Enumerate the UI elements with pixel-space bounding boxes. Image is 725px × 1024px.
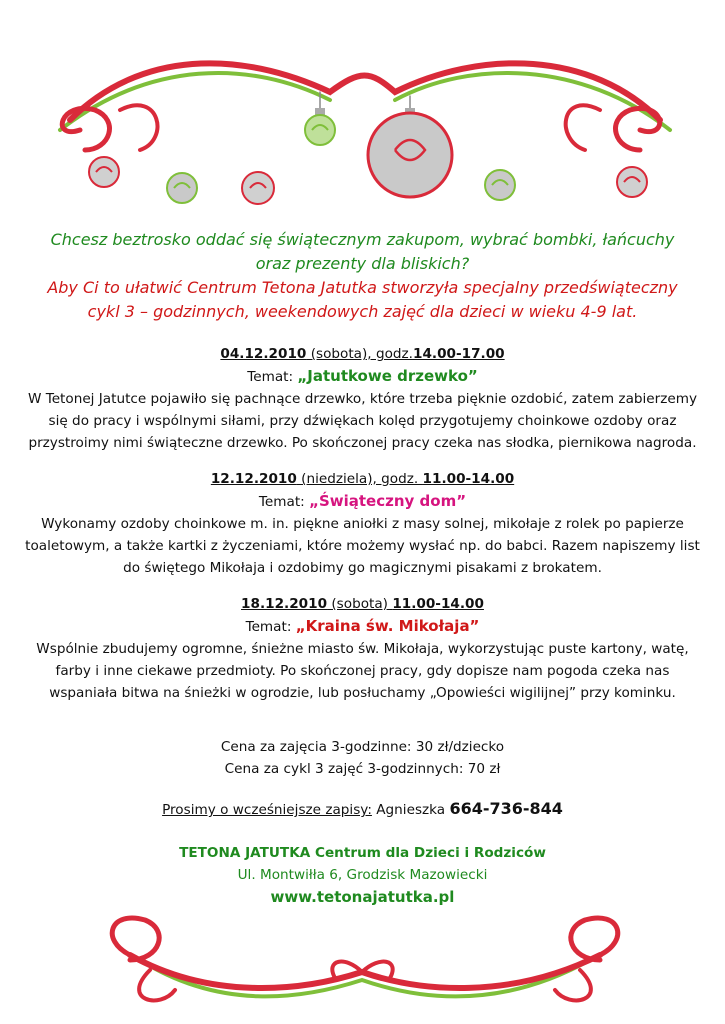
event-description: W Tetonej Jatutce pojawiło się pachnące drzewko, które trzeba pięknie ozdobić, zatem zabierzemy się do pracy i wspólnymi siłami, przy dźwiękach kolęd przygotujemy choinkowe ozdoby oraz przystroimy nimi świąteczne drzewko. Po skończonej pracy czeka nas słodka, piernikowa nagroda.	[27, 391, 698, 451]
event-3	[20, 593, 705, 704]
event-theme	[20, 615, 705, 638]
event-date-line	[20, 593, 705, 615]
events-list	[20, 343, 705, 718]
prices	[20, 736, 705, 780]
theme-label: Temat:	[247, 369, 298, 385]
event-date-line	[20, 343, 705, 365]
event-date: 18.12.2010	[241, 596, 328, 612]
theme-title: „Kraina św. Mikołaja”	[295, 617, 480, 635]
footer-address: Ul. Montwiłła 6, Grodzisk Mazowiecki	[237, 867, 488, 883]
event-date-line	[20, 468, 705, 490]
intro-line-2: oraz prezenty dla bliskich?	[255, 254, 470, 273]
signup-label: Prosimy o wcześniejsze zapisy:	[162, 802, 372, 818]
event-time: 11.00-14.00	[392, 596, 484, 612]
price-single: Cena za zajęcia 3-godzinne: 30 zł/dziecko	[220, 739, 505, 755]
theme-label: Temat:	[245, 619, 296, 635]
signup-phone: 664-736-844	[449, 799, 563, 818]
event-time: 14.00-17.00	[412, 346, 505, 362]
event-theme	[20, 490, 705, 513]
event-time: 11.00-14.00	[422, 471, 515, 487]
intro-line-4: cykl 3 – godzinnych, weekendowych zajęć dla dzieci w wieku 4-9 lat.	[87, 302, 638, 321]
intro-line-1: Chcesz beztrosko oddać się świątecznym zakupom, wybrać bombki, łańcuchy	[50, 230, 675, 249]
theme-title: „Jatutkowe drzewko”	[297, 367, 478, 385]
event-1	[20, 343, 705, 454]
event-day: (sobota), godz.	[306, 346, 413, 362]
event-day: (niedziela), godz.	[296, 471, 423, 487]
intro-text	[30, 228, 695, 324]
bottom-ribbon-decoration	[0, 900, 725, 1024]
footer-org: TETONA JATUTKA Centrum dla Dzieci i Rodziców	[179, 845, 546, 861]
event-description: Wspólnie zbudujemy ogromne, śnieżne miasto św. Mikołaja, wykorzystując puste kartony, watę, farby i inne ciekawe przedmioty. Po skończonej pracy, gdy dopisze nam pogoda czeka nas wspaniała bitwa na śnieżki w ogrodzie, lub posłuchamy „Opowieści wigilijnej” przy kominku.	[36, 641, 689, 701]
theme-title: „Świąteczny dom”	[309, 492, 467, 510]
top-ribbon-ornament-decoration	[0, 0, 725, 230]
price-cycle: Cena za cykl 3 zajęć 3-godzinnych: 70 zł	[224, 761, 501, 777]
footer	[20, 842, 705, 908]
event-2	[20, 468, 705, 579]
event-day: (sobota)	[327, 596, 393, 612]
intro-line-3: Aby Ci to ułatwić Centrum Tetona Jatutka stworzyła specjalny przedświąteczny	[47, 278, 678, 297]
event-date: 04.12.2010	[220, 346, 307, 362]
footer-website-link[interactable]: www.tetonajatutka.pl	[270, 888, 455, 906]
theme-label: Temat:	[258, 494, 310, 510]
ornament-icons	[89, 108, 647, 204]
signup-contact: Agnieszka	[371, 802, 450, 818]
event-theme	[20, 365, 705, 388]
signup	[20, 799, 705, 818]
event-description: Wykonamy ozdoby choinkowe m. in. piękne aniołki z masy solnej, mikołaje z rolek po papierze toaletowym, a także kartki z życzeniami, które możemy wysłać np. do babci. Razem napiszemy list do świętego Mikołaja i ozdobimy go magicznymi pisakami z brokatem.	[25, 516, 700, 576]
event-date: 12.12.2010	[210, 471, 297, 487]
